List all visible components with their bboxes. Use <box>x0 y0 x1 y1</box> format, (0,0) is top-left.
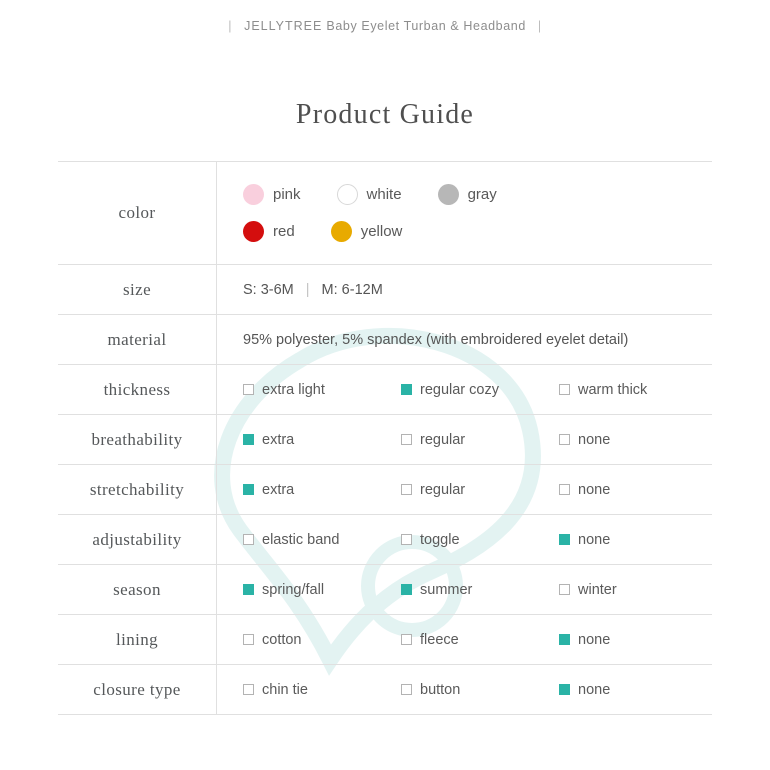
checkbox-icon[interactable] <box>401 434 412 445</box>
closure-type-option-2-label: button <box>420 681 461 698</box>
lining-option-2[interactable] <box>401 632 559 648</box>
row-label-lining: lining <box>58 615 217 665</box>
checkbox-checked-icon[interactable] <box>559 684 570 695</box>
stretchability-option-3-label: none <box>578 481 611 498</box>
lining-option-1[interactable] <box>243 632 401 648</box>
color-label-gray: gray <box>467 186 497 203</box>
product-guide-table <box>58 161 712 715</box>
size-options <box>243 282 712 298</box>
season-option-3-label: winter <box>578 581 617 598</box>
season-option-2[interactable] <box>401 582 559 598</box>
table-row-closure-type <box>58 665 712 715</box>
stretchability-option-2-label: regular <box>420 481 466 498</box>
color-option-red[interactable] <box>243 221 295 242</box>
breathability-option-3-label: none <box>578 431 611 448</box>
row-label-stretchability: stretchability <box>58 465 217 515</box>
checkbox-icon[interactable] <box>401 634 412 645</box>
thickness-option-2-label: regular cozy <box>420 381 499 398</box>
page-title: Product Guide <box>295 99 475 130</box>
size-separator: | <box>305 281 310 298</box>
checkbox-checked-icon[interactable] <box>243 434 254 445</box>
checkbox-checked-icon[interactable] <box>243 584 254 595</box>
adjustability-option-3-label: none <box>578 531 611 548</box>
checkbox-icon[interactable] <box>243 634 254 645</box>
checkbox-checked-icon[interactable] <box>401 384 412 395</box>
row-label-thickness: thickness <box>58 365 217 415</box>
swatch-yellow-icon <box>331 221 352 242</box>
row-value-size <box>217 265 713 315</box>
table-row-breathability <box>58 415 712 465</box>
row-value-thickness <box>217 365 713 415</box>
brand-header <box>0 0 770 33</box>
season-option-2-label: summer <box>420 581 473 598</box>
stretchability-option-3[interactable] <box>559 482 717 498</box>
color-label-red: red <box>273 223 295 240</box>
table-row-adjustability <box>58 515 712 565</box>
breathability-options <box>243 432 712 448</box>
stretchability-option-2[interactable] <box>401 482 559 498</box>
color-swatch-line-1 <box>243 184 712 205</box>
table-row-lining <box>58 615 712 665</box>
right-divider: | <box>537 19 542 33</box>
closure-type-option-3[interactable] <box>559 682 717 698</box>
row-label-breathability: breathability <box>58 415 217 465</box>
table-row-season <box>58 565 712 615</box>
row-label-size: size <box>58 265 217 315</box>
closure-type-options <box>243 682 712 698</box>
checkbox-checked-icon[interactable] <box>243 484 254 495</box>
closure-type-option-3-label: none <box>578 681 611 698</box>
breathability-option-3[interactable] <box>559 432 717 448</box>
lining-option-3-label: none <box>578 631 611 648</box>
color-option-white[interactable] <box>337 184 402 205</box>
lining-option-2-label: fleece <box>420 631 459 648</box>
stretchability-option-1[interactable] <box>243 482 401 498</box>
color-label-yellow: yellow <box>360 223 403 240</box>
checkbox-icon[interactable] <box>559 434 570 445</box>
thickness-options <box>243 382 712 398</box>
checkbox-icon[interactable] <box>243 384 254 395</box>
material-text: 95% polyester, 5% spandex (with embroidered eyelet detail) <box>243 331 629 348</box>
checkbox-icon[interactable] <box>559 584 570 595</box>
color-label-pink: pink <box>273 186 301 203</box>
adjustability-option-3[interactable] <box>559 532 717 548</box>
color-option-pink[interactable] <box>243 184 301 205</box>
row-value-lining <box>217 615 713 665</box>
lining-option-1-label: cotton <box>262 631 302 648</box>
season-option-1[interactable] <box>243 582 401 598</box>
color-option-yellow[interactable] <box>331 221 403 242</box>
adjustability-option-2[interactable] <box>401 532 559 548</box>
row-value-breathability <box>217 415 713 465</box>
stretchability-options <box>243 482 712 498</box>
table-row-material <box>58 315 712 365</box>
breathability-option-2-label: regular <box>420 431 466 448</box>
row-label-closure-type: closure type <box>58 665 217 715</box>
row-label-color: color <box>58 162 217 265</box>
thickness-option-3-label: warm thick <box>578 381 648 398</box>
checkbox-icon[interactable] <box>243 534 254 545</box>
left-divider: | <box>228 19 233 33</box>
swatch-red-icon <box>243 221 264 242</box>
size-option-m: M: 6-12M <box>321 281 383 298</box>
checkbox-checked-icon[interactable] <box>559 634 570 645</box>
checkbox-checked-icon[interactable] <box>401 584 412 595</box>
checkbox-icon[interactable] <box>243 684 254 695</box>
brand-name: JELLYTREE <box>244 19 323 33</box>
adjustability-option-2-label: toggle <box>420 531 460 548</box>
adjustability-options <box>243 532 712 548</box>
adjustability-option-1[interactable] <box>243 532 401 548</box>
closure-type-option-1[interactable] <box>243 682 401 698</box>
row-value-adjustability <box>217 515 713 565</box>
checkbox-checked-icon[interactable] <box>559 534 570 545</box>
closure-type-option-1-label: chin tie <box>262 681 308 698</box>
swatch-pink-icon <box>243 184 264 205</box>
color-option-gray[interactable] <box>438 184 497 205</box>
row-label-material: material <box>58 315 217 365</box>
season-options <box>243 582 712 598</box>
product-name: Baby Eyelet Turban & Headband <box>326 19 526 33</box>
row-value-stretchability <box>217 465 713 515</box>
closure-type-option-2[interactable] <box>401 682 559 698</box>
checkbox-icon[interactable] <box>401 684 412 695</box>
row-label-adjustability: adjustability <box>58 515 217 565</box>
lining-option-3[interactable] <box>559 632 717 648</box>
table-row-thickness <box>58 365 712 415</box>
breathability-option-1-label: extra <box>262 431 295 448</box>
checkbox-icon[interactable] <box>559 384 570 395</box>
row-value-color <box>217 162 713 265</box>
table-row-color <box>58 162 712 265</box>
breathability-option-2[interactable] <box>401 432 559 448</box>
row-value-material <box>217 315 713 365</box>
color-label-white: white <box>366 186 402 203</box>
row-label-season: season <box>58 565 217 615</box>
season-option-1-label: spring/fall <box>262 581 325 598</box>
swatch-white-icon <box>337 184 358 205</box>
table-row-stretchability <box>58 465 712 515</box>
breathability-option-1[interactable] <box>243 432 401 448</box>
size-option-s: S: 3-6M <box>243 281 294 298</box>
season-option-3[interactable] <box>559 582 717 598</box>
swatch-gray-icon <box>438 184 459 205</box>
thickness-option-1-label: extra light <box>262 381 325 398</box>
row-value-closure-type <box>217 665 713 715</box>
thickness-option-3[interactable] <box>559 382 717 398</box>
adjustability-option-1-label: elastic band <box>262 531 340 548</box>
color-swatch-line-2 <box>243 221 712 242</box>
stretchability-option-1-label: extra <box>262 481 295 498</box>
table-row-size <box>58 265 712 315</box>
thickness-option-1[interactable] <box>243 382 401 398</box>
checkbox-icon[interactable] <box>401 534 412 545</box>
checkbox-icon[interactable] <box>401 484 412 495</box>
checkbox-icon[interactable] <box>559 484 570 495</box>
row-value-season <box>217 565 713 615</box>
thickness-option-2[interactable] <box>401 382 559 398</box>
lining-options <box>243 632 712 648</box>
